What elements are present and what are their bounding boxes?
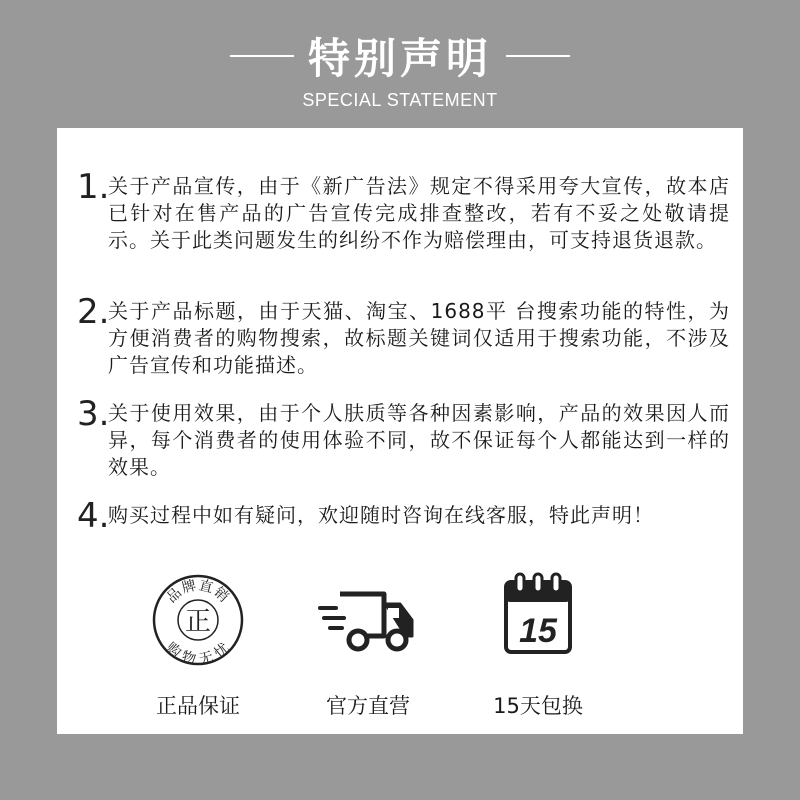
statement-card bbox=[57, 128, 743, 734]
badge-label: 官方直营 bbox=[326, 694, 410, 718]
badge-official bbox=[293, 568, 443, 718]
statement-number: 3. bbox=[77, 394, 110, 434]
guarantee-badges bbox=[57, 568, 743, 718]
statement-number: 4. bbox=[77, 496, 110, 536]
page-subtitle: SPECIAL STATEMENT bbox=[302, 90, 498, 110]
statement-number: 1. bbox=[77, 167, 110, 207]
delivery-truck-icon bbox=[318, 580, 418, 660]
calendar-icon bbox=[502, 570, 574, 656]
statement-number: 2. bbox=[77, 292, 110, 332]
page-title: 特别声明 bbox=[307, 34, 492, 83]
statement-text: 购买过程中如有疑问，欢迎随时咨询在线客服，特此声明！ bbox=[108, 503, 654, 527]
seal-bottom-text: 购物无忧 bbox=[162, 639, 234, 668]
svg-text:品牌直销 bbox=[164, 576, 233, 606]
statement-text: 关于产品宣传，由于《新广告法》规定不得采用夸大宣传，故本店已针对在售产品的广告宣传完成排查整改，若有不妥之处敬请提示。关于此类问题发生的纠纷不作为赔偿理由，可支持退货退款。 bbox=[108, 174, 730, 252]
title-line-right bbox=[506, 55, 570, 57]
badge-exchange bbox=[463, 568, 613, 718]
header bbox=[0, 0, 800, 128]
statement-text: 关于产品标题，由于天猫、淘宝、1688平 台搜索功能的特性，为方便消费者的购物搜索，故标题关键词仅适用于搜索功能，不涉及广告宣传和功能描述。 bbox=[108, 299, 730, 377]
seal-stamp-icon bbox=[150, 572, 246, 668]
badge-label: 15天包换 bbox=[493, 694, 583, 718]
statement-text: 关于使用效果，由于个人肤质等各种因素影响，产品的效果因人而异，每个消费者的使用体验不同，故不保证每个人都能达到一样的效果。 bbox=[108, 401, 730, 479]
seal-center-text: 正 bbox=[184, 607, 212, 637]
badge-label: 正品保证 bbox=[156, 694, 240, 718]
seal-top-text: 品牌直销 bbox=[163, 577, 233, 607]
title-row bbox=[0, 28, 800, 84]
title-line-left bbox=[230, 55, 294, 57]
calendar-number: 15 bbox=[519, 612, 557, 650]
badge-genuine bbox=[123, 568, 273, 718]
